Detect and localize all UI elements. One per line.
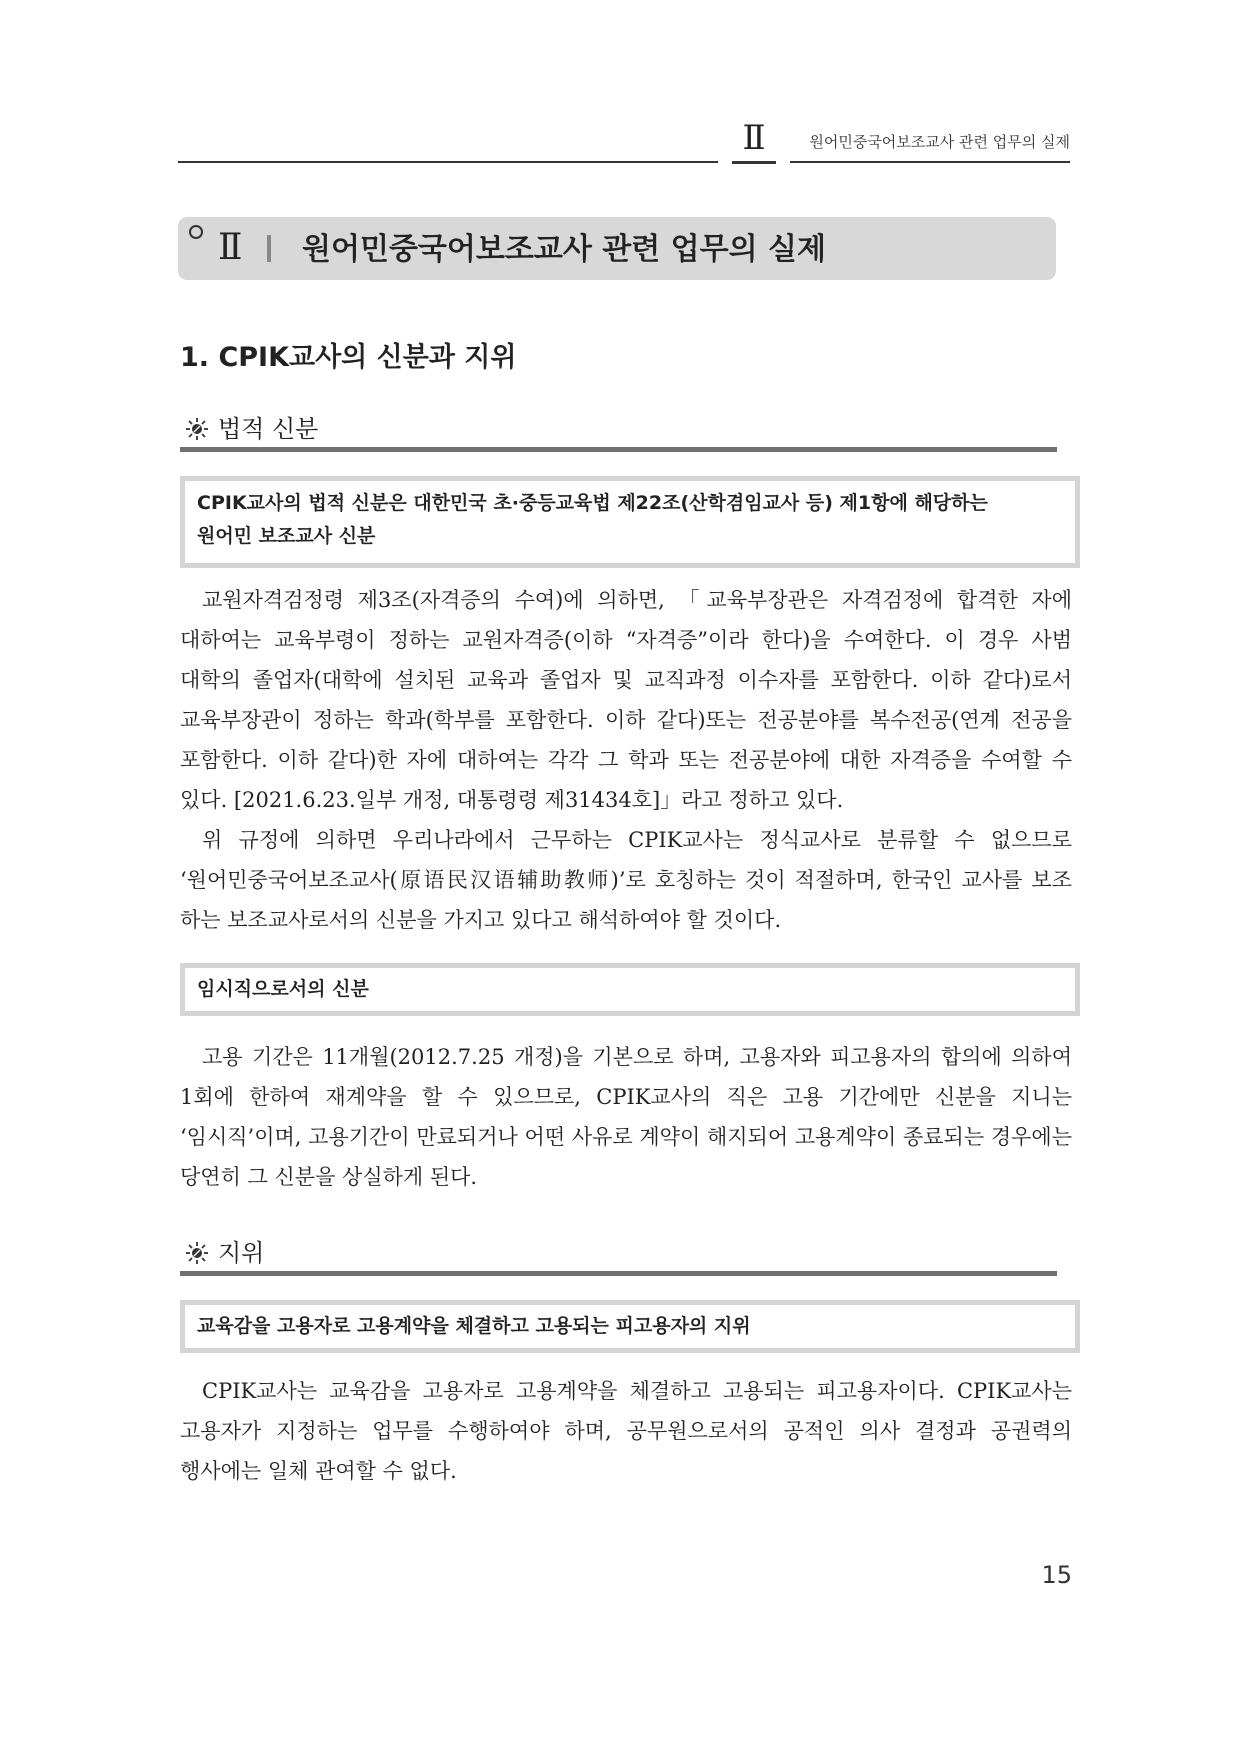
paragraph-line: CPIK교사는 교육감을 고용자로 고용계약을 체결하고 고용되는 피고용자이다. CPIK교사는 [202, 1379, 1072, 1403]
paragraph-employee-position [180, 1371, 1072, 1491]
subsection-heading-position [186, 1236, 264, 1270]
paragraph-line: 행사에는 일체 관여할 수 없다. [180, 1459, 457, 1483]
chapter-title: 원어민중국어보조교사 관련 업무의 실제 [302, 232, 826, 267]
summary-line: CPIK교사의 법적 신분은 대한민국 초·중등교육법 제22조(산학겸임교사 등) 제1항에 해당하는 [197, 492, 988, 514]
paragraph-line: 교육부장관이 정하는 학과(학부를 포함한다. 이하 같다)또는 전공분야를 복수전공(연계 전공을 [180, 708, 1072, 732]
header-rule-mid [732, 161, 776, 164]
sun-bullet-icon [186, 418, 208, 440]
banner-ring-icon [189, 225, 203, 239]
paragraph-line: 대학의 졸업자(대학에 설치된 교육과 졸업자 및 교직과정 이수자를 포함한다. 이하 같다)로서 [180, 668, 1072, 692]
paragraph-line: 1회에 한하여 재계약을 할 수 있으므로, CPIK교사의 직은 고용 기간에만 신분을 지니는 [180, 1085, 1072, 1109]
paragraph-line: ‘임시직’이며, 고용기간이 만료되거나 어떤 사유로 계약이 해지되어 고용계약이 종료되는 경우에는 [180, 1125, 1072, 1149]
summary-box-legal-status [180, 476, 1080, 568]
paragraph-line: 위 규정에 의하면 우리나라에서 근무하는 CPIK교사는 정식교사로 분류할 수 없으므로 [202, 828, 1072, 852]
paragraph-employment-period [180, 1037, 1072, 1197]
summary-box-position [180, 1300, 1080, 1353]
subsection-rule [180, 447, 1057, 452]
summary-line: 원어민 보조교사 신분 [197, 525, 376, 547]
subsection-title: 지위 [218, 1239, 265, 1267]
subsection-rule [180, 1271, 1057, 1276]
section-title: 1. CPIK교사의 신분과 지위 [180, 342, 517, 373]
paragraph-line: 당연히 그 신분을 상실하게 된다. [180, 1165, 478, 1189]
paragraph-qualification-decree [180, 580, 1072, 940]
header-rule-right [790, 161, 1070, 163]
page-number: 15 [1041, 1561, 1072, 1589]
header-running-title: 원어민중국어보조교사 관련 업무의 실제 [809, 133, 1070, 151]
summary-box-temporary-status [180, 963, 1080, 1016]
paragraph-line: 있다. [2021.6.23.일부 개정, 대통령령 제31434호]」라고 정하고 있다. [180, 788, 844, 812]
paragraph-line: 하는 보조교사로서의 신분을 가지고 있다고 해석하여야 할 것이다. [180, 908, 782, 932]
paragraph-line: 대하여는 교육부령이 정하는 교원자격증(이하 “자격증”이라 한다)을 수여한다. 이 경우 사범 [180, 628, 1072, 652]
sun-bullet-icon [186, 1242, 208, 1264]
chapter-numeral: Ⅱ [218, 227, 243, 268]
header-chapter-numeral: Ⅱ [742, 118, 766, 158]
subsection-title: 법적 신분 [218, 415, 319, 443]
paragraph-line: 포함한다. 이하 같다)한 자에 대하여는 각각 그 학과 또는 전공분야에 대한 자격증을 수여할 수 [180, 748, 1072, 772]
subsection-heading-legal-status [186, 412, 318, 446]
paragraph-line: ‘원어민중국어보조교사(原语民汉语辅助教师)’로 호칭하는 것이 적절하며, 한국인 교사를 보조 [180, 868, 1072, 892]
paragraph-line: 고용자가 지정하는 업무를 수행하여야 하며, 공무원으로서의 공적인 의사 결정과 공권력의 [180, 1419, 1072, 1443]
header-rule-left [178, 161, 718, 163]
paragraph-line: 고용 기간은 11개월(2012.7.25 개정)을 기본으로 하며, 고용자와 피고용자의 합의에 의하여 [202, 1045, 1072, 1069]
paragraph-line: 교원자격검정령 제3조(자격증의 수여)에 의하면, 「교육부장관은 자격검정에 합격한 자에 [202, 588, 1072, 612]
summary-line: 교육감을 고용자로 고용계약을 체결하고 고용되는 피고용자의 지위 [197, 1315, 751, 1337]
summary-line: 임시직으로서의 신분 [197, 978, 369, 1000]
banner-divider [267, 235, 271, 262]
